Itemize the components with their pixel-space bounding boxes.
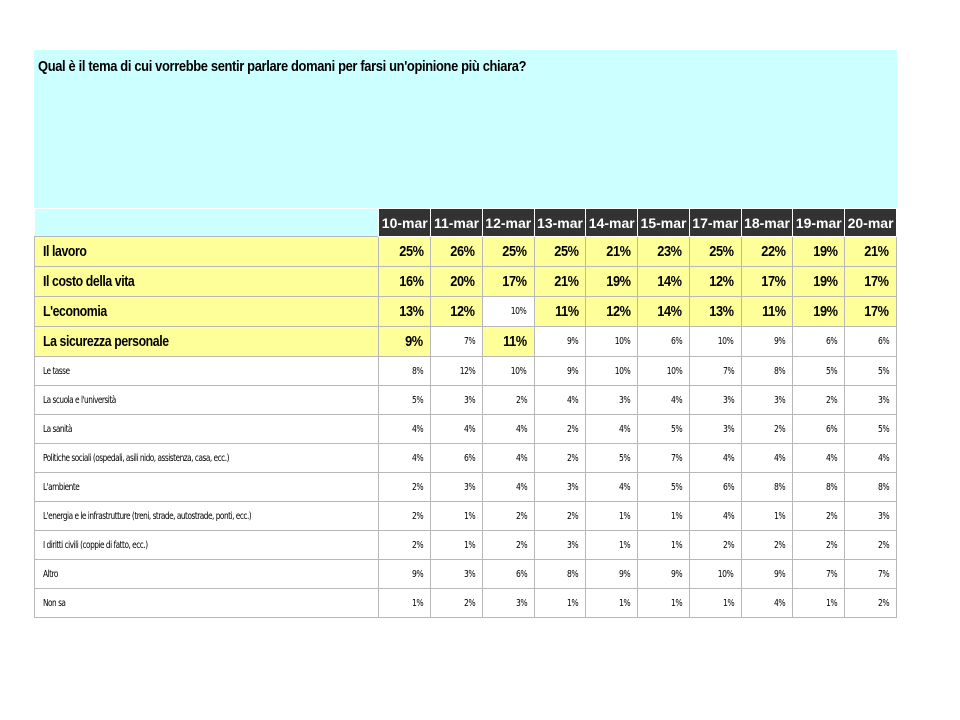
data-cell: 2% [845, 531, 897, 560]
column-header: 13-mar [534, 209, 586, 237]
data-cell: 5% [845, 415, 897, 444]
data-cell: 4% [689, 444, 741, 473]
data-cell: 16% [379, 267, 431, 297]
header-row [35, 209, 897, 237]
data-cell: 1% [638, 589, 690, 618]
data-cell: 3% [431, 386, 483, 415]
data-cell: 1% [534, 589, 586, 618]
data-cell: 8% [534, 560, 586, 589]
row-label: I diritti civili (coppie di fatto, ecc.) [35, 531, 379, 560]
column-header: 11-mar [431, 209, 483, 237]
data-cell: 25% [689, 237, 741, 267]
data-cell: 25% [379, 237, 431, 267]
data-cell: 4% [741, 589, 793, 618]
data-cell: 9% [638, 560, 690, 589]
data-table [34, 208, 897, 618]
data-cell: 26% [431, 237, 483, 267]
data-cell: 6% [431, 444, 483, 473]
data-cell: 3% [741, 386, 793, 415]
data-cell: 4% [482, 444, 534, 473]
data-cell: 2% [534, 444, 586, 473]
row-label: Il costo della vita [35, 267, 379, 297]
data-cell: 21% [534, 267, 586, 297]
data-cell: 8% [793, 473, 845, 502]
row-label: Altro [35, 560, 379, 589]
data-cell: 5% [379, 386, 431, 415]
data-cell: 4% [431, 415, 483, 444]
data-cell: 7% [638, 444, 690, 473]
data-cell: 3% [586, 386, 638, 415]
data-cell: 6% [638, 327, 690, 357]
column-header: 15-mar [638, 209, 690, 237]
row-label: La sanità [35, 415, 379, 444]
data-cell: 4% [638, 386, 690, 415]
data-cell: 4% [586, 415, 638, 444]
data-cell: 2% [379, 502, 431, 531]
data-cell: 7% [431, 327, 483, 357]
data-cell: 6% [793, 327, 845, 357]
data-cell: 2% [534, 415, 586, 444]
data-cell: 3% [845, 502, 897, 531]
data-cell: 22% [741, 237, 793, 267]
column-header: 20-mar [845, 209, 897, 237]
data-cell: 2% [689, 531, 741, 560]
table-row [35, 589, 897, 618]
data-cell: 1% [379, 589, 431, 618]
table-row [35, 560, 897, 589]
data-cell: 13% [379, 297, 431, 327]
data-cell: 19% [586, 267, 638, 297]
row-label: La scuola e l'università [35, 386, 379, 415]
data-cell: 10% [638, 357, 690, 386]
data-cell: 13% [689, 297, 741, 327]
data-cell: 17% [741, 267, 793, 297]
data-cell: 4% [586, 473, 638, 502]
data-cell: 1% [638, 531, 690, 560]
data-cell: 2% [793, 531, 845, 560]
data-cell: 4% [689, 502, 741, 531]
data-cell: 1% [431, 531, 483, 560]
data-cell: 3% [845, 386, 897, 415]
data-cell: 4% [793, 444, 845, 473]
data-cell: 21% [586, 237, 638, 267]
row-label: La sicurezza personale [35, 327, 379, 357]
table-row [35, 386, 897, 415]
chart-title: Qual è il tema di cui vorrebbe sentir parlare domani per farsi un'opinione più chiara? [38, 58, 527, 75]
data-cell: 12% [431, 357, 483, 386]
data-cell: 8% [845, 473, 897, 502]
data-cell: 20% [431, 267, 483, 297]
data-cell: 1% [638, 502, 690, 531]
data-cell: 14% [638, 297, 690, 327]
data-cell: 1% [586, 531, 638, 560]
data-cell: 2% [845, 589, 897, 618]
data-cell: 10% [689, 327, 741, 357]
data-cell: 1% [586, 502, 638, 531]
row-label: Le tasse [35, 357, 379, 386]
data-cell: 19% [793, 267, 845, 297]
data-cell: 5% [638, 473, 690, 502]
data-cell: 7% [689, 357, 741, 386]
data-cell: 2% [482, 531, 534, 560]
data-cell: 9% [379, 560, 431, 589]
data-cell: 1% [689, 589, 741, 618]
data-cell: 10% [482, 297, 534, 327]
data-cell: 17% [845, 267, 897, 297]
row-label: Il lavoro [35, 237, 379, 267]
data-cell: 8% [741, 357, 793, 386]
row-label: Politiche sociali (ospedali, asili nido, assistenza, casa, ecc.) [35, 444, 379, 473]
data-cell: 25% [482, 237, 534, 267]
header-corner [35, 209, 379, 237]
data-cell: 2% [431, 589, 483, 618]
data-cell: 5% [586, 444, 638, 473]
column-header: 17-mar [689, 209, 741, 237]
column-header: 10-mar [379, 209, 431, 237]
data-cell: 25% [534, 237, 586, 267]
data-cell: 5% [638, 415, 690, 444]
data-cell: 4% [482, 473, 534, 502]
data-cell: 23% [638, 237, 690, 267]
data-cell: 3% [689, 386, 741, 415]
data-cell: 2% [379, 531, 431, 560]
data-cell: 4% [379, 415, 431, 444]
data-cell: 21% [845, 237, 897, 267]
data-cell: 4% [482, 415, 534, 444]
chart-frame [34, 50, 897, 615]
data-cell: 7% [793, 560, 845, 589]
data-cell: 12% [586, 297, 638, 327]
data-cell: 5% [793, 357, 845, 386]
data-cell: 9% [741, 327, 793, 357]
data-cell: 10% [482, 357, 534, 386]
data-cell: 4% [534, 386, 586, 415]
column-header: 18-mar [741, 209, 793, 237]
table-row [35, 327, 897, 357]
data-cell: 6% [845, 327, 897, 357]
data-cell: 8% [379, 357, 431, 386]
table-row [35, 444, 897, 473]
data-cell: 17% [482, 267, 534, 297]
data-cell: 6% [689, 473, 741, 502]
data-cell: 11% [482, 327, 534, 357]
row-label: Non sa [35, 589, 379, 618]
table-row [35, 267, 897, 297]
data-cell: 17% [845, 297, 897, 327]
data-cell: 9% [534, 357, 586, 386]
data-cell: 9% [741, 560, 793, 589]
data-cell: 11% [741, 297, 793, 327]
data-cell: 3% [482, 589, 534, 618]
data-cell: 3% [534, 473, 586, 502]
data-cell: 1% [741, 502, 793, 531]
data-cell: 4% [379, 444, 431, 473]
data-cell: 3% [431, 473, 483, 502]
data-cell: 7% [845, 560, 897, 589]
data-cell: 6% [482, 560, 534, 589]
data-cell: 3% [431, 560, 483, 589]
table-row [35, 415, 897, 444]
data-cell: 3% [689, 415, 741, 444]
data-cell: 11% [534, 297, 586, 327]
data-cell: 2% [534, 502, 586, 531]
data-cell: 1% [793, 589, 845, 618]
table-row [35, 473, 897, 502]
table-row [35, 237, 897, 267]
data-cell: 9% [379, 327, 431, 357]
data-cell: 1% [586, 589, 638, 618]
data-cell: 2% [741, 415, 793, 444]
data-cell: 2% [482, 386, 534, 415]
table-row [35, 357, 897, 386]
data-cell: 2% [482, 502, 534, 531]
data-cell: 10% [586, 357, 638, 386]
column-header: 12-mar [482, 209, 534, 237]
data-cell: 2% [379, 473, 431, 502]
data-cell: 2% [793, 386, 845, 415]
data-cell: 19% [793, 237, 845, 267]
data-cell: 12% [689, 267, 741, 297]
data-cell: 3% [534, 531, 586, 560]
data-cell: 8% [741, 473, 793, 502]
data-cell: 10% [689, 560, 741, 589]
data-cell: 4% [741, 444, 793, 473]
data-cell: 2% [741, 531, 793, 560]
data-cell: 19% [793, 297, 845, 327]
table-row [35, 297, 897, 327]
data-cell: 1% [431, 502, 483, 531]
data-cell: 9% [534, 327, 586, 357]
row-label: L'economia [35, 297, 379, 327]
column-header: 19-mar [793, 209, 845, 237]
data-cell: 12% [431, 297, 483, 327]
column-header: 14-mar [586, 209, 638, 237]
data-cell: 14% [638, 267, 690, 297]
table-row [35, 502, 897, 531]
data-cell: 5% [845, 357, 897, 386]
table-row [35, 531, 897, 560]
data-cell: 9% [586, 560, 638, 589]
data-cell: 10% [586, 327, 638, 357]
data-cell: 2% [793, 502, 845, 531]
data-cell: 6% [793, 415, 845, 444]
title-area [34, 50, 897, 208]
row-label: L'ambiente [35, 473, 379, 502]
row-label: L'energia e le infrastrutture (treni, strade, autostrade, ponti, ecc.) [35, 502, 379, 531]
data-cell: 4% [845, 444, 897, 473]
